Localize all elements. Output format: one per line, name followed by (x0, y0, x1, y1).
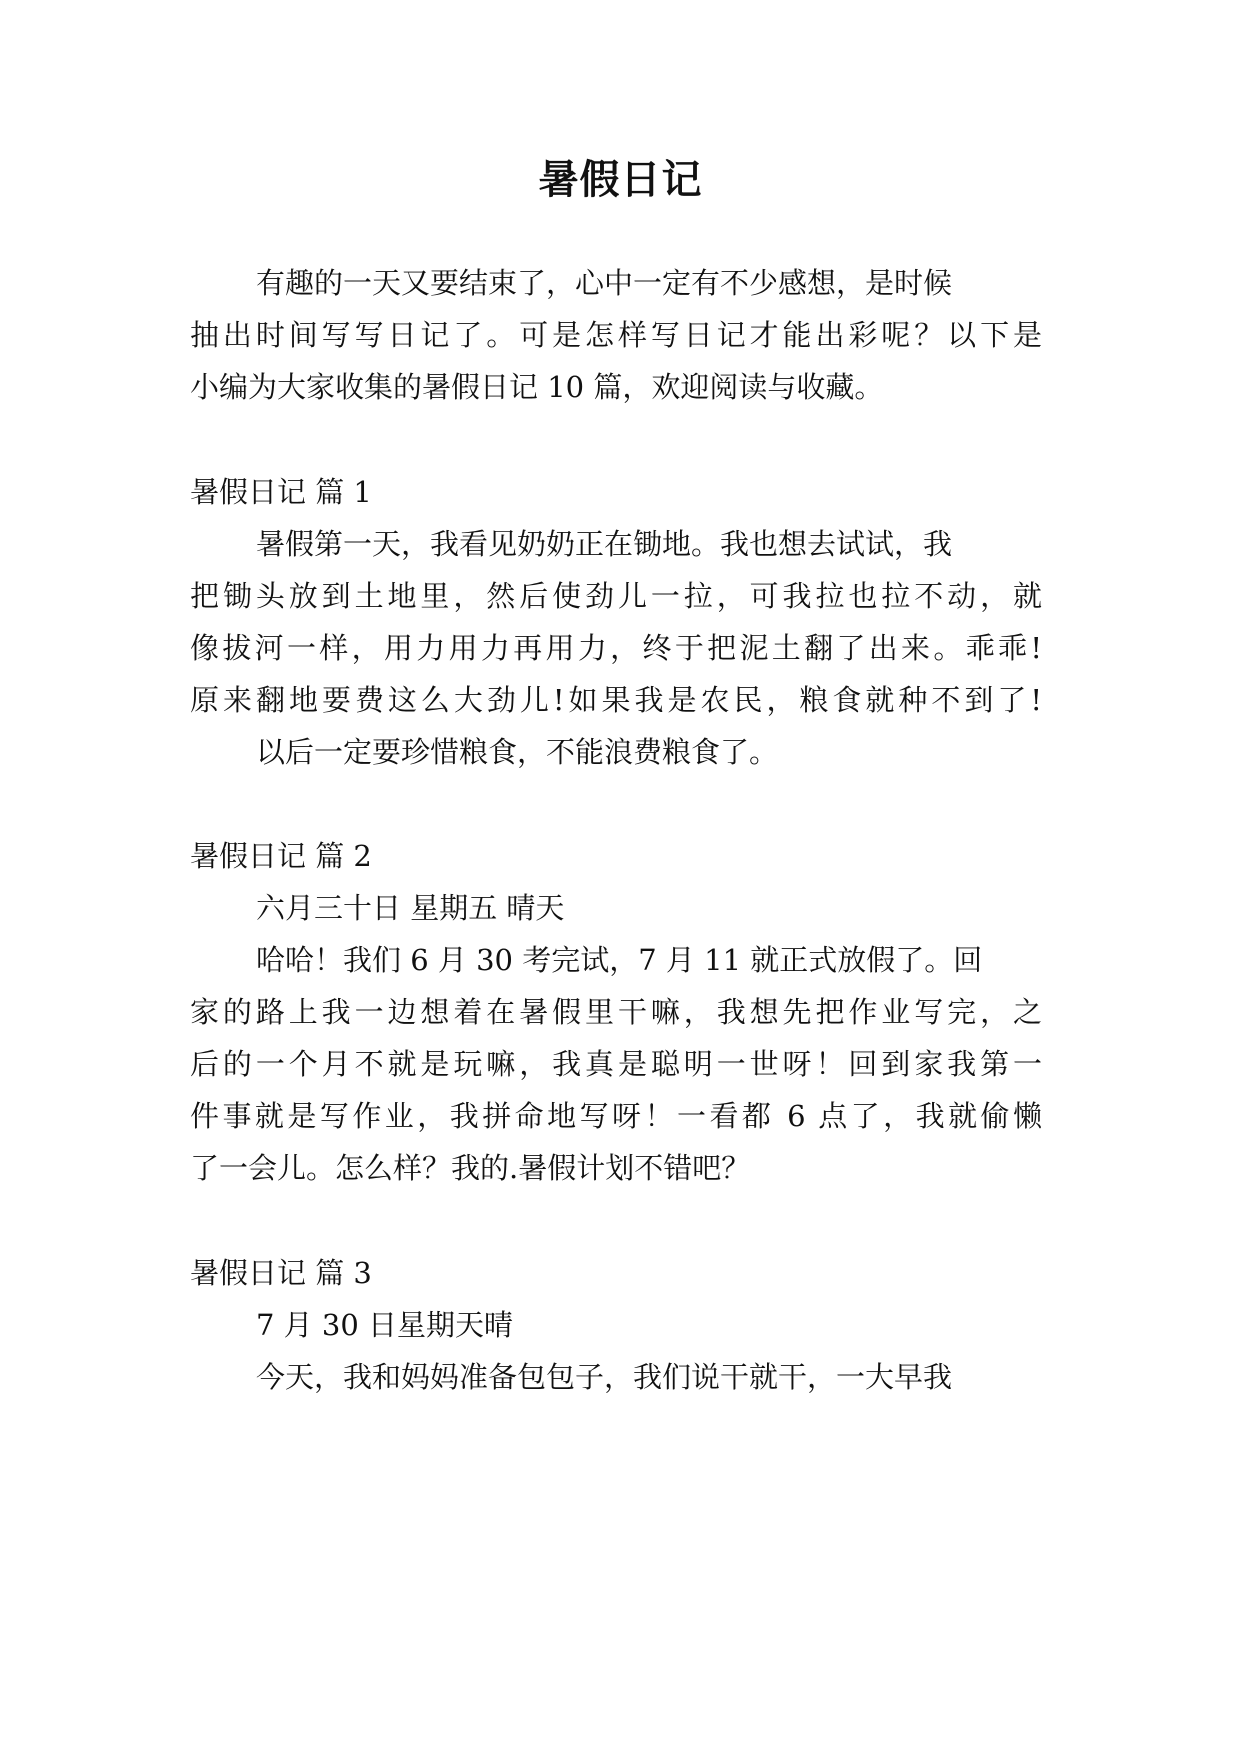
paragraph-line: 原来翻地要费这么大劲儿!如果我是农民，粮食就种不到了! (190, 683, 1042, 717)
paragraph-line: 把锄头放到土地里，然后使劲儿一拉，可我拉也拉不动，就 (190, 579, 1042, 613)
paragraph-line: 件事就是写作业，我拼命地写呀！一看都 6 点了，我就偷懒 (190, 1099, 1042, 1133)
intro-line: 抽出时间写写日记了。可是怎样写日记才能出彩呢？以下是 (190, 318, 1042, 352)
section-heading: 暑假日记 篇 2 (190, 839, 372, 873)
paragraph-line: 后的一个月不就是玩嘛，我真是聪明一世呀！回到家我第一 (190, 1047, 1042, 1081)
diary-date-line: 7 月 30 日星期天晴 (256, 1308, 514, 1342)
document-title: 暑假日记 (538, 157, 703, 203)
section-heading: 暑假日记 篇 3 (190, 1256, 372, 1290)
paragraph-line: 像拔河一样，用力用力再用力，终于把泥土翻了出来。乖乖! (190, 631, 1042, 665)
section-heading: 暑假日记 篇 1 (190, 475, 372, 509)
intro-line: 有趣的一天又要结束了，心中一定有不少感想，是时候 (256, 266, 953, 300)
paragraph-line: 家的路上我一边想着在暑假里干嘛，我想先把作业写完，之 (190, 995, 1042, 1029)
diary-date-line: 六月三十日 星期五 晴天 (256, 891, 565, 925)
paragraph-line: 今天，我和妈妈准备包包子，我们说干就干，一大早我 (256, 1360, 953, 1394)
intro-line: 小编为大家收集的暑假日记 10 篇，欢迎阅读与收藏。 (190, 370, 884, 404)
paragraph-line: 以后一定要珍惜粮食，不能浪费粮食了。 (256, 735, 779, 769)
paragraph-line: 了一会儿。怎么样？我的.暑假计划不错吧？ (190, 1151, 751, 1185)
paragraph-line: 哈哈！我们 6 月 30 考完试，7 月 11 就正式放假了。回 (256, 943, 983, 977)
paragraph-line: 暑假第一天，我看见奶奶正在锄地。我也想去试试，我 (256, 527, 953, 561)
